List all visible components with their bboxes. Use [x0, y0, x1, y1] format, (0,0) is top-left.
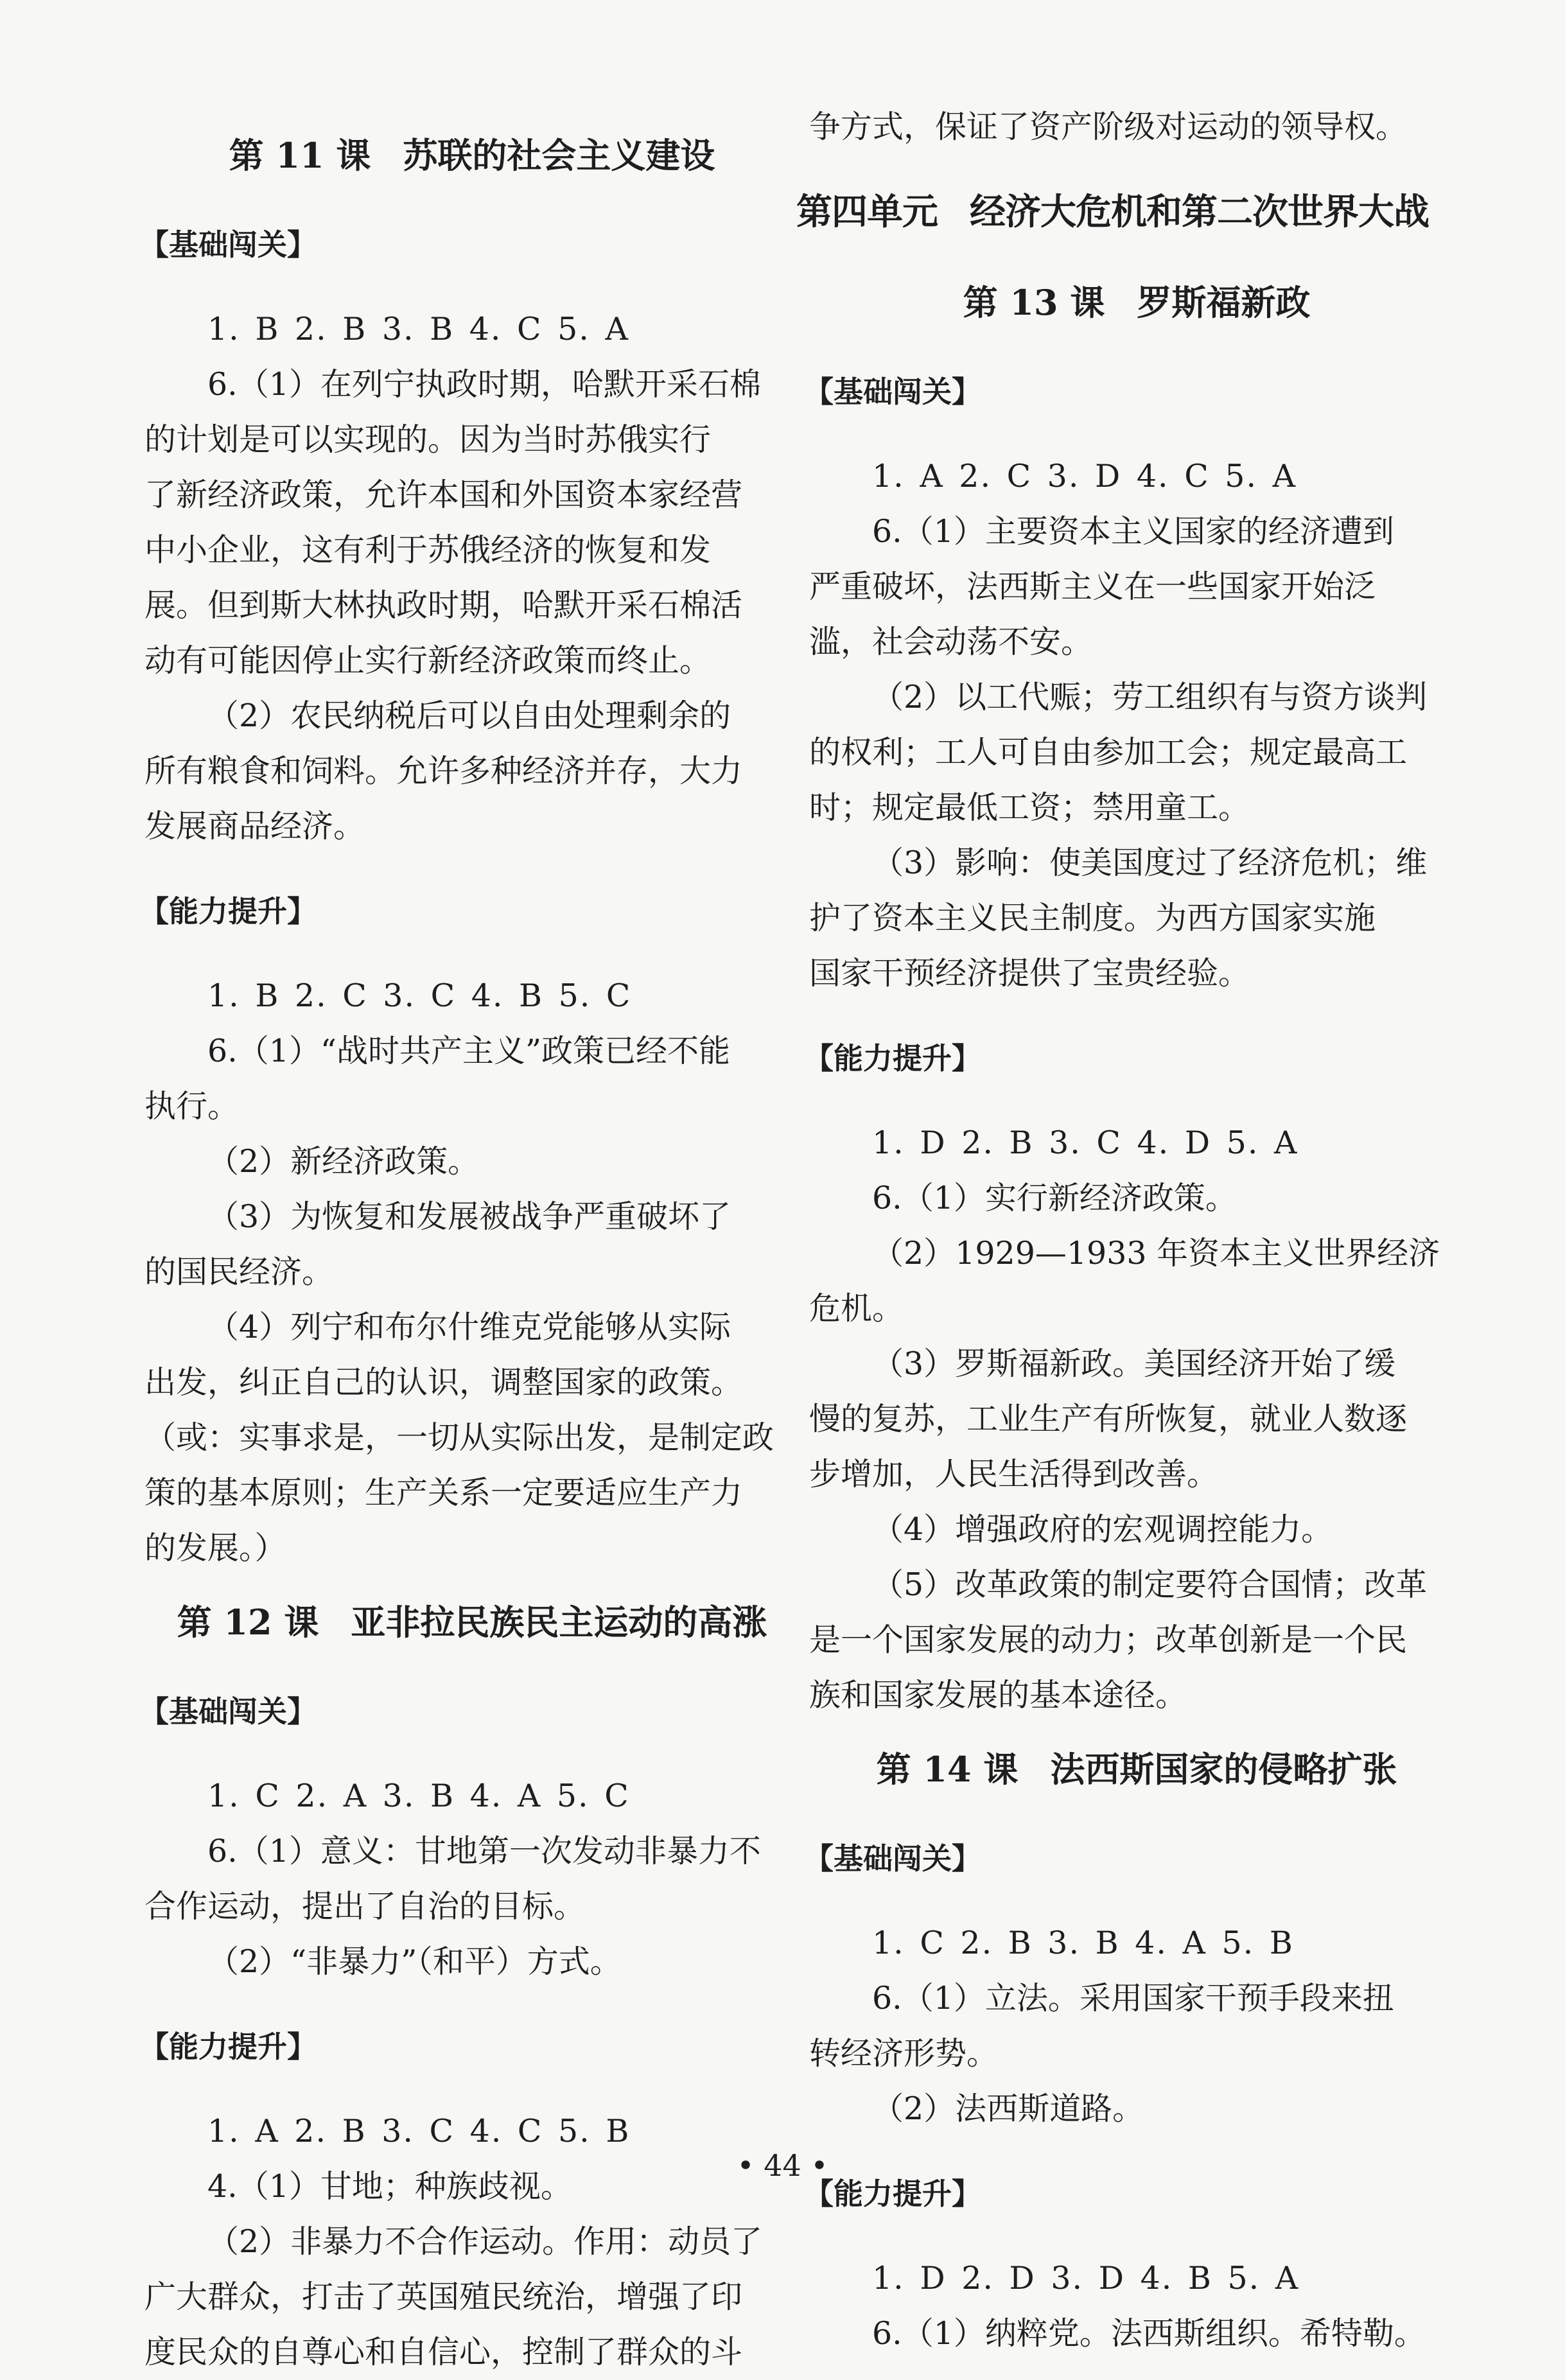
- paragraph-start: 4.（1）甘地；种族歧视。: [207, 2168, 572, 2205]
- answer-key-line: 1. B 2. B 3. B 4. C 5. A: [207, 311, 629, 347]
- text-line: 所有粮食和饲料。允许多种经济并存，大力: [144, 753, 743, 789]
- answer-key-line: 1. D 2. D 3. D 4. B 5. A: [872, 2260, 1300, 2297]
- paragraph-start: （4）列宁和布尔什维克党能够从实际: [207, 1309, 731, 1345]
- text-line: 展。但到斯大林执政时期，哈默开采石棉活: [144, 587, 743, 624]
- text-line: 广大群众，打击了英国殖民统治，增强了印: [144, 2279, 743, 2315]
- text-line: 合作运动，提出了自治的目标。: [144, 1888, 586, 1925]
- text-line: 的发展。）: [144, 1530, 286, 1566]
- heading-title: 经济大危机和第二次世界大战: [970, 191, 1429, 233]
- paragraph-start: 6.（1）实行新经济政策。: [872, 1180, 1237, 1216]
- paragraph-start: （2）1929—1933 年资本主义世界经济: [872, 1235, 1440, 1272]
- text-line: 滥，社会动荡不安。: [809, 624, 1093, 660]
- paragraph-start: （3）为恢复和发展被战争严重破坏了: [207, 1198, 731, 1235]
- paragraph-start: （2）法西斯道路。: [872, 2090, 1144, 2127]
- text-line: 度民众的自尊心和自信心，控制了群众的斗: [144, 2334, 743, 2370]
- text-line: 护了资本主义民主制度。为西方国家实施: [809, 900, 1376, 936]
- lesson-heading: [144, 1590, 800, 1654]
- text-line: 严重破坏，法西斯主义在一些国家开始泛: [809, 568, 1376, 605]
- text-line: 中小企业，这有利于苏俄经济的恢复和发: [144, 532, 712, 568]
- heading-title: 亚非拉民族民主运动的高涨: [351, 1602, 767, 1643]
- paragraph-start: （2）新经济政策。: [207, 1143, 480, 1180]
- section-label: 【能力提升】: [804, 1041, 981, 1076]
- lesson-heading: [809, 270, 1464, 335]
- text-line: 国家干预经济提供了宝贵经验。: [809, 955, 1250, 992]
- paragraph-start: （2）“非暴力”（和平）方式。: [207, 1943, 622, 1980]
- paragraph-start: （3）影响：使美国度过了经济危机；维: [872, 844, 1428, 881]
- lesson-heading: [809, 1737, 1464, 1801]
- section-label: 【基础闯关】: [139, 227, 317, 262]
- answer-key-line: 1. A 2. B 3. C 4. C 5. B: [207, 2113, 631, 2149]
- text-line: 是一个国家发展的动力；改革创新是一个民: [809, 1622, 1408, 1658]
- heading-title: 苏联的社会主义建设: [403, 135, 715, 176]
- unit-heading: [796, 180, 1464, 245]
- heading-title: 法西斯国家的侵略扩张: [1050, 1749, 1397, 1790]
- left-column: [139, 109, 800, 2380]
- text-line: 争方式，保证了资产阶级对运动的领导权。: [809, 109, 1408, 145]
- heading-number: 第 13 课: [963, 282, 1105, 323]
- text-line: （或：实事求是，一切从实际出发，是制定政: [144, 1419, 774, 1456]
- text-line: 出发，纠正自己的认识，调整国家的政策。: [144, 1364, 743, 1401]
- paragraph-start: 6.（1）主要资本主义国家的经济遭到: [872, 513, 1394, 550]
- section-label: 【基础闯关】: [804, 374, 981, 409]
- heading-number: 第四单元: [796, 191, 938, 233]
- heading-title: 罗斯福新政: [1137, 282, 1311, 323]
- paragraph-start: 6.（1）纳粹党。法西斯组织。希特勒。: [872, 2315, 1426, 2352]
- text-line: 策的基本原则；生产关系一定要适应生产力: [144, 1474, 743, 1511]
- heading-number: 第 14 课: [876, 1749, 1019, 1790]
- paragraph-start: 6.（1）意义：甘地第一次发动非暴力不: [207, 1833, 761, 1869]
- text-line: 族和国家发展的基本途径。: [809, 1677, 1187, 1713]
- text-line: 执行。: [144, 1088, 240, 1124]
- text-line: 的国民经济。: [144, 1254, 334, 1290]
- answer-key-line: 1. A 2. C 3. D 4. C 5. A: [872, 458, 1297, 494]
- section-label: 【基础闯关】: [804, 1841, 981, 1876]
- text-line: 步增加，人民生活得到改善。: [809, 1456, 1219, 1492]
- section-label: 【能力提升】: [139, 894, 317, 929]
- answer-key-line: 1. B 2. C 3. C 4. B 5. C: [207, 977, 632, 1014]
- text-line: 转经济形势。: [809, 2035, 999, 2072]
- paragraph-start: 6.（1）“战时共产主义”政策已经不能: [207, 1033, 731, 1069]
- paragraph-start: （3）罗斯福新政。美国经济开始了缓: [872, 1345, 1396, 1382]
- heading-number: 第 12 课: [177, 1602, 319, 1643]
- answer-key-line: 1. C 2. B 3. B 4. A 5. B: [872, 1925, 1294, 1961]
- text-line: 动有可能因停止实行新经济政策而终止。: [144, 642, 712, 679]
- paragraph-start: （2）以工代赈；劳工组织有与资方谈判: [872, 679, 1428, 715]
- heading-number: 第 11 课: [229, 135, 371, 176]
- text-line: 的权利；工人可自由参加工会；规定最高工: [809, 734, 1408, 771]
- text-line: 慢的复苏，工业生产有所恢复，就业人数逐: [809, 1401, 1408, 1437]
- paragraph-start: 6.（1）在列宁执政时期，哈默开采石棉: [207, 366, 761, 403]
- text-line: 发展商品经济。: [144, 808, 365, 844]
- right-column: [796, 100, 1464, 2361]
- lesson-heading: [144, 123, 800, 188]
- text-line: 危机。: [809, 1290, 904, 1327]
- paragraph-start: （5）改革政策的制定要符合国情；改革: [872, 1566, 1428, 1603]
- text-line: 了新经济政策，允许本国和外国资本家经营: [144, 477, 743, 513]
- page-number: • 44 •: [737, 2148, 828, 2183]
- section-label: 【能力提升】: [139, 2029, 317, 2064]
- section-label: 【基础闯关】: [139, 1694, 317, 1729]
- answer-key-line: 1. C 2. A 3. B 4. A 5. C: [207, 1778, 630, 1814]
- section-label: 【能力提升】: [804, 2176, 981, 2211]
- paragraph-start: （2）农民纳税后可以自由处理剩余的: [207, 697, 731, 734]
- text-line: 的计划是可以实现的。因为当时苏俄实行: [144, 421, 712, 458]
- paragraph-start: 6.（1）立法。采用国家干预手段来扭: [872, 1980, 1394, 2017]
- paragraph-start: （2）非暴力不合作运动。作用：动员了: [207, 2223, 763, 2260]
- paragraph-start: （4）增强政府的宏观调控能力。: [872, 1511, 1333, 1548]
- text-line: 时；规定最低工资；禁用童工。: [809, 789, 1250, 826]
- answer-key-line: 1. D 2. B 3. C 4. D 5. A: [872, 1124, 1298, 1161]
